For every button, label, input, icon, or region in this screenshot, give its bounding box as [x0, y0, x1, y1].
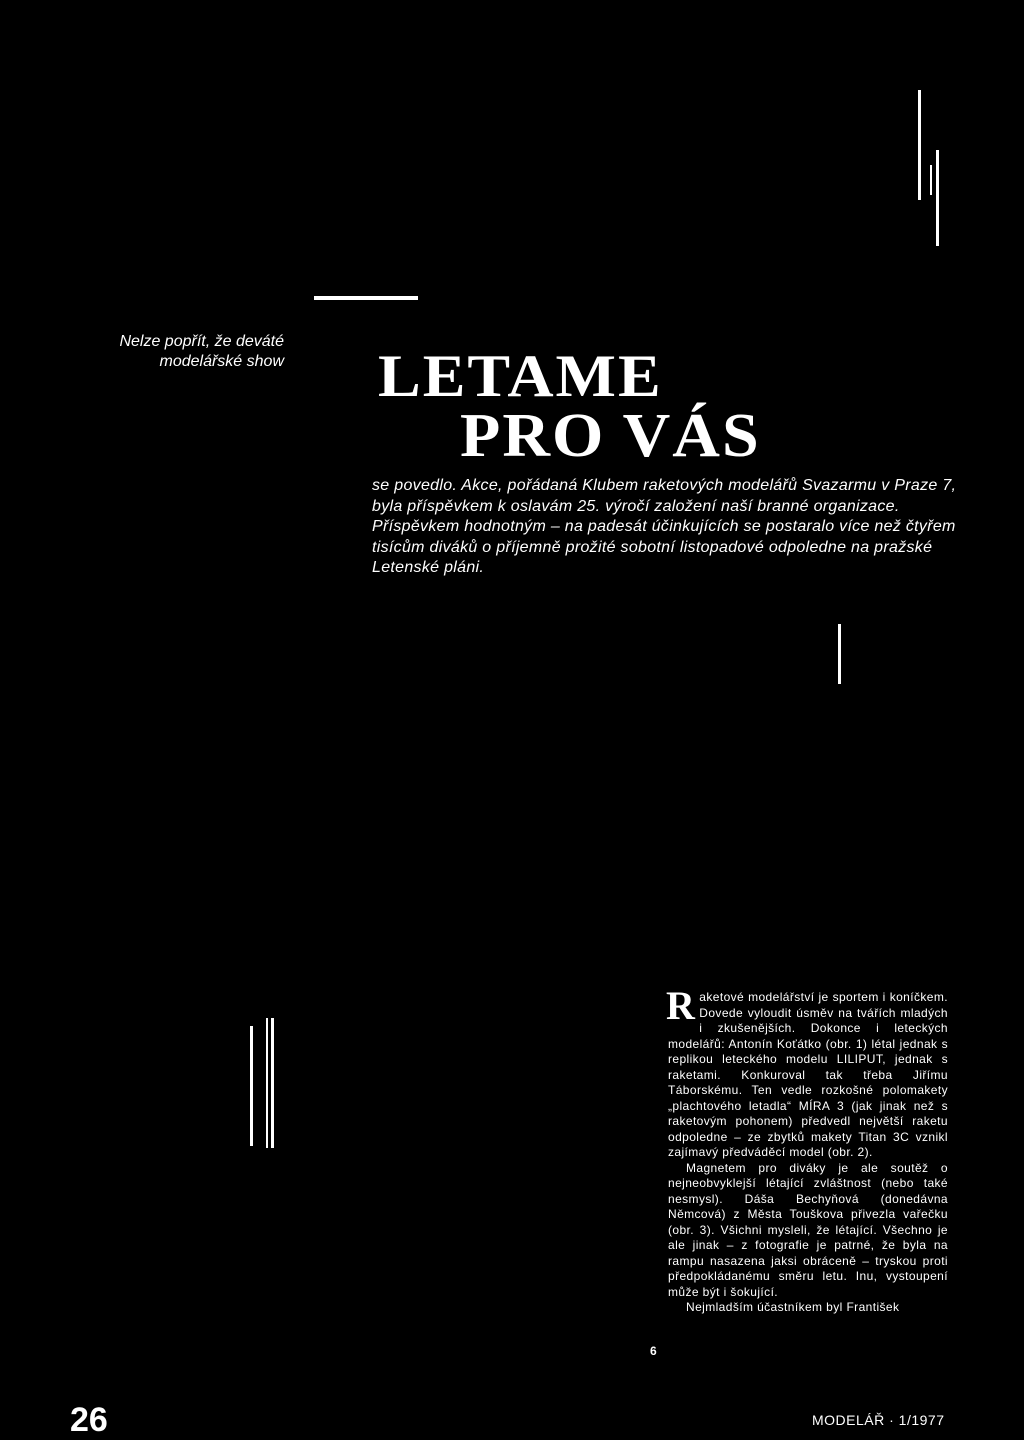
intro-line-1: Nelze popřít, že deváté [119, 333, 284, 350]
decorative-scratch [314, 296, 418, 300]
page-number: 26 [70, 1401, 108, 1439]
article-body [666, 983, 948, 1316]
intro-line-2: modelářské show [159, 353, 284, 370]
figure-number: 6 [650, 1344, 657, 1358]
decorative-scratch [838, 624, 841, 684]
article-paragraph-1-text: aketové modelářství je sportem i koníčkem. Dovede vyloudit úsměv na tvářích mladých i zkušenějších. Dokonce i leteckých modelářů: Antonín Koťátko (obr. 1) létal jednak s replikou leteckého modelu LILIPUT, jednak s raketami. Konkuroval tak třeba Jiřímu Táborskému. Ten vedle rozkošné polomakety „plachtového letadla“ MÍRA 3 (jak jinak než s raketovým pohonem) předvedl největší raketu odpoledne – ze zbytků makety Titan 3C vznikl zajímavý předváděcí model (obr. 2). [668, 990, 948, 1159]
decorative-scratch [918, 90, 921, 200]
decorative-scratch [930, 165, 932, 195]
decorative-scratch [266, 1018, 268, 1148]
drop-cap: R [666, 983, 696, 1028]
lead-paragraph: se povedlo. Akce, pořádaná Klubem raketových modelářů Svazarmu v Praze 7, byla příspěvkem k oslavám 25. výročí založení naší branné organizace. Příspěvkem hodnotným – na padesát účinkujících se postaralo více než čtyřem tisícům diváků o příjemně prožité sobotní listopadové odpoledne na pražské Letenské pláni. [372, 477, 957, 576]
decorative-scratch [250, 1026, 253, 1146]
decorative-scratch [271, 1018, 274, 1148]
article-paragraph-2: Magnetem pro diváky je ale soutěž o nejneobvyklejší létající zvláštnost (nebo také nesmysl). Dáša Bechyňová (donedávna Němcová) z Města Touškova přivezla vařečku (obr. 3). Všichni mysleli, že létající. Všechno je ale jinak – z fotografie je patrné, že byla na rampu nasazena jaksi obráceně – tryskou proti předpokládanému směru letu. Inu, vystoupení může být i šokující. [668, 1160, 948, 1299]
article-paragraph-3: Nejmladším účastníkem byl František [686, 1300, 900, 1314]
headline-line-2: PRO VÁS [460, 400, 761, 471]
intro-text [84, 332, 284, 372]
magazine-footer: MODELÁŘ · 1/1977 [812, 1412, 945, 1428]
article-paragraph-1 [666, 983, 948, 1161]
headline-line-1: LETAME [378, 341, 663, 410]
decorative-scratch [936, 150, 939, 246]
